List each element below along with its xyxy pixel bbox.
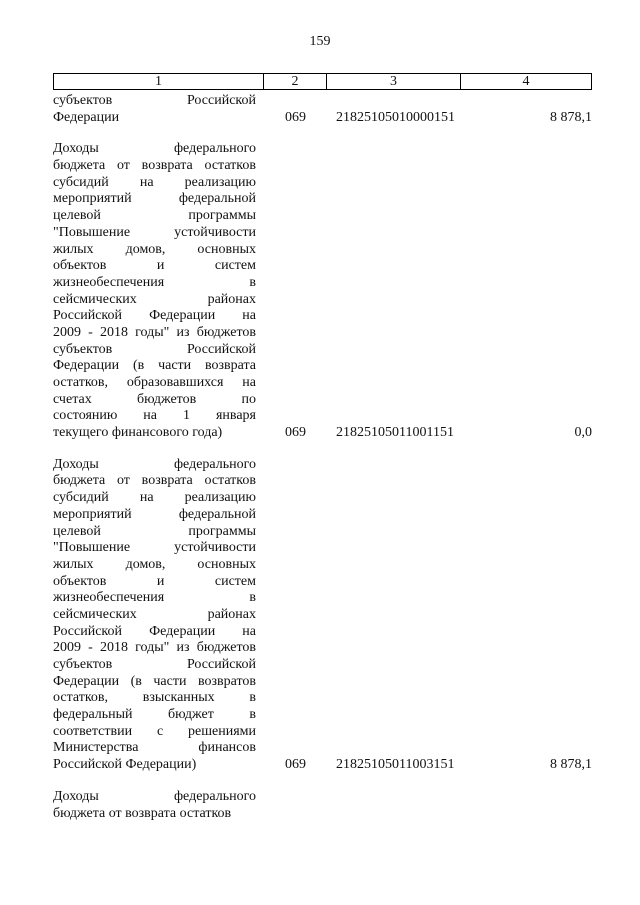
row-kbk-code: 21825105011001151 <box>336 425 454 441</box>
description-line: Российской Федерации) <box>53 757 197 773</box>
description-line: Доходы федерального <box>53 141 256 157</box>
table-row <box>53 141 592 441</box>
description-line: текущего финансового года) <box>53 425 223 441</box>
table-row <box>53 93 592 126</box>
row-admin-code: 069 <box>285 425 306 441</box>
description-line: целевой программы <box>53 208 256 224</box>
description-line: субсидий на реализацию <box>53 174 256 190</box>
description-line: сейсмических районах <box>53 291 256 307</box>
description-line: 2009 - 2018 годы" из бюджетов <box>53 640 256 656</box>
description-line: субъектов Российской <box>53 657 256 672</box>
description-line: Федерации (в части возврата <box>53 358 256 374</box>
description-line: сейсмических районах <box>53 606 256 622</box>
description-line: бюджета от возврата остатков <box>53 158 256 174</box>
description-line: 2009 - 2018 годы" из бюджетов <box>53 324 256 340</box>
column-header-4: 4 <box>522 74 530 89</box>
table-body <box>53 93 592 822</box>
description-line: субсидий на реализацию <box>53 490 256 506</box>
row-description <box>53 457 256 774</box>
page-number: 159 <box>309 34 331 49</box>
description-line: Российской Федерации на <box>53 623 256 639</box>
row-admin-code: 069 <box>285 109 306 125</box>
row-amount: 0,0 <box>574 425 592 441</box>
row-admin-code: 069 <box>285 757 306 773</box>
description-line: объектов и систем <box>53 573 256 589</box>
description-line: федеральный бюджет в <box>53 707 256 723</box>
description-line: Федерации (в части возвратов <box>53 673 256 689</box>
row-amount: 8 878,1 <box>550 109 592 125</box>
description-line: жилых домов, основных <box>53 241 256 257</box>
description-line: Министерства финансов <box>53 740 256 756</box>
description-line: Российской Федерации на <box>53 308 256 324</box>
description-line: субъектов Российской <box>53 93 256 108</box>
description-line: мероприятий федеральной <box>53 191 256 207</box>
description-line: "Повышение устойчивости <box>53 224 256 240</box>
description-line: Доходы федерального <box>53 788 256 804</box>
description-line: остатков, образовавшихся на <box>53 375 256 390</box>
table-row <box>53 457 592 774</box>
description-line: соответствии с решениями <box>53 723 256 739</box>
column-header-1: 1 <box>54 74 264 89</box>
description-line: состоянию на 1 января <box>53 408 256 424</box>
description-line: целевой программы <box>53 523 256 539</box>
row-amount: 8 878,1 <box>550 757 592 773</box>
description-line: Доходы федерального <box>53 456 256 472</box>
description-line: жилых домов, основных <box>53 556 256 572</box>
column-header-2: 2 <box>264 74 327 89</box>
description-line: "Повышение устойчивости <box>53 540 256 556</box>
row-description <box>53 93 256 126</box>
description-line: Федерации <box>53 109 120 125</box>
row-kbk-code: 21825105010000151 <box>336 109 455 125</box>
column-header-3: 3 <box>327 74 461 89</box>
description-line: мероприятий федеральной <box>53 506 256 522</box>
row-kbk-code: 21825105011003151 <box>336 757 455 773</box>
table-header <box>53 73 592 90</box>
description-line: жизнеобеспечения в <box>53 274 256 290</box>
description-line: жизнеобеспечения в <box>53 590 256 606</box>
row-description <box>53 141 256 441</box>
description-line: бюджета от возврата остатков <box>53 473 256 489</box>
description-line: объектов и систем <box>53 258 256 274</box>
table-row <box>53 789 592 822</box>
row-description <box>53 789 256 822</box>
description-line: счетах бюджетов по <box>53 391 256 407</box>
description-line: остатков, взысканных в <box>53 690 256 706</box>
description-line: бюджета от возврата остатков <box>53 805 232 821</box>
description-line: субъектов Российской <box>53 341 256 357</box>
